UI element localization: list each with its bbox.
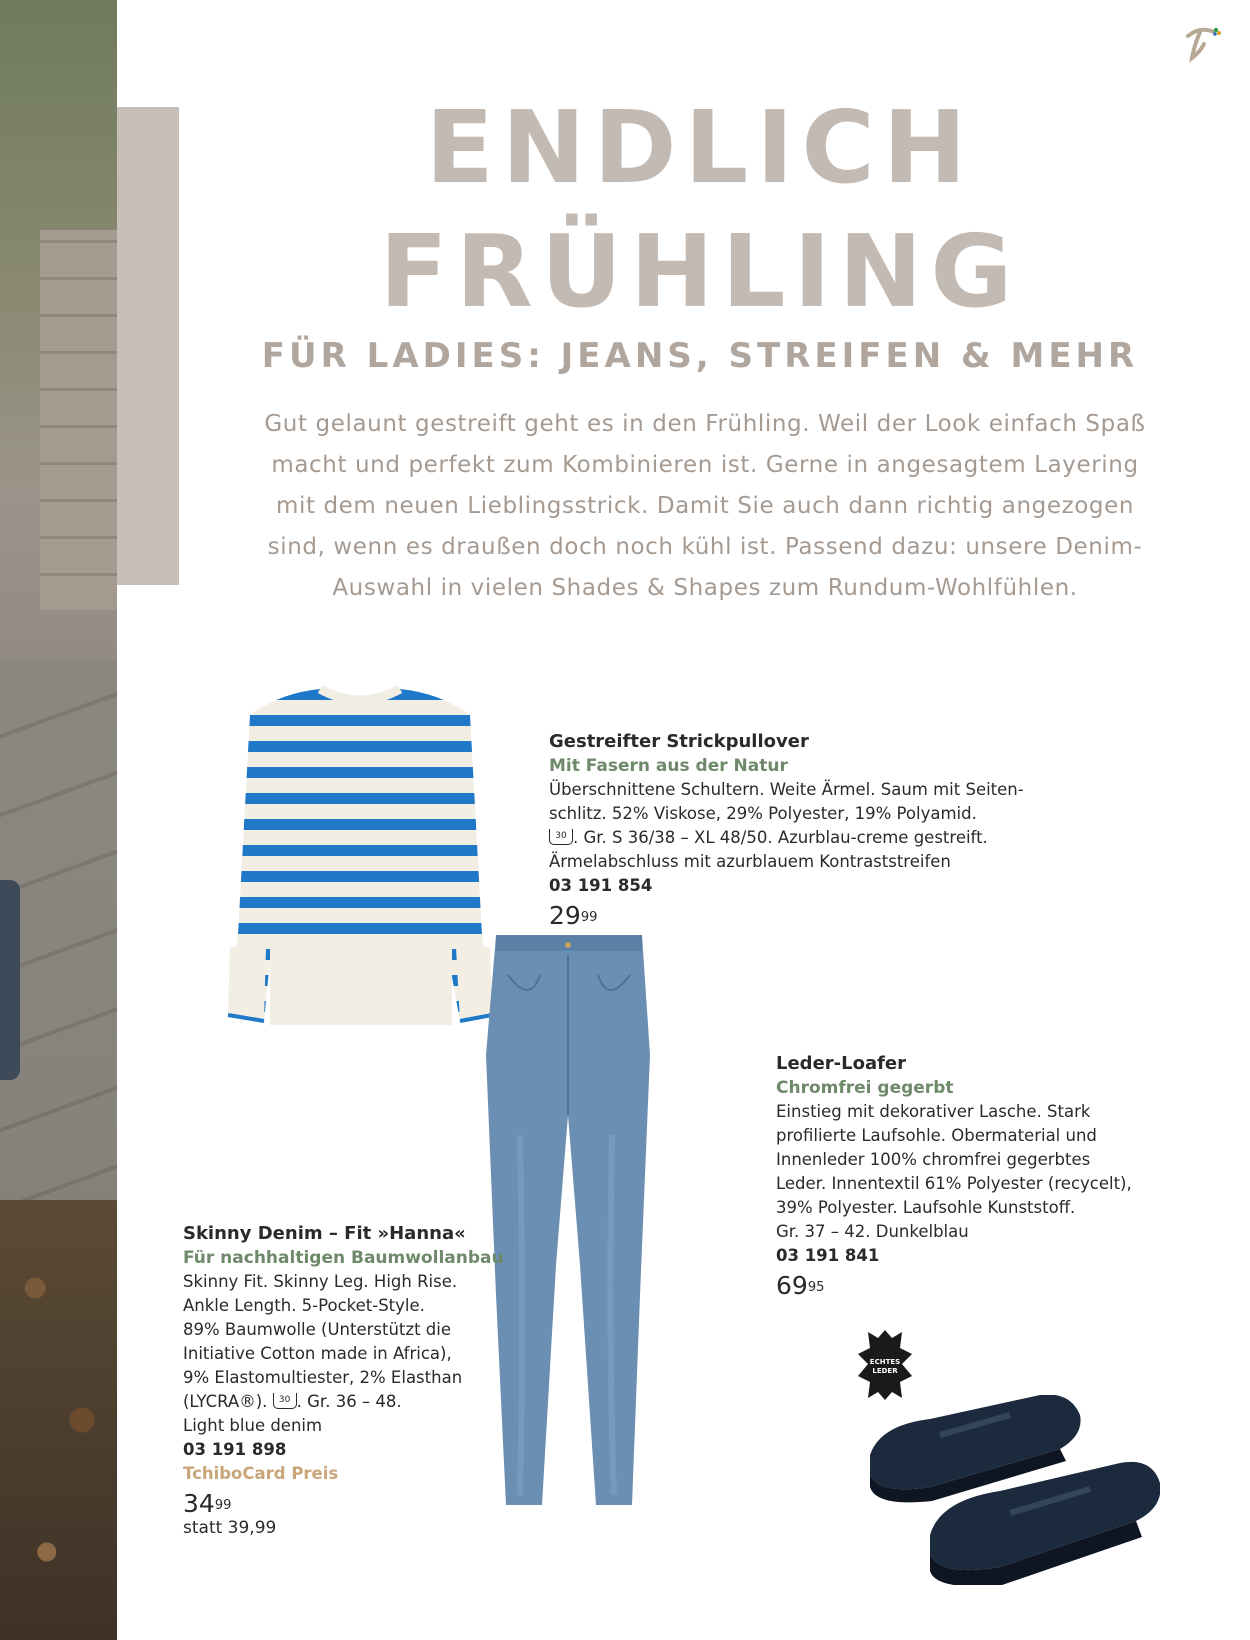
- product-name: Skinny Denim – Fit »Hanna«: [183, 1223, 466, 1244]
- stone-wall: [40, 230, 117, 610]
- product-desc-line: [549, 826, 1049, 850]
- product-desc-line: Überschnittene Schultern. Weite Ärmel. Saum mit Seiten-: [549, 780, 1024, 799]
- size-info: . Gr. S 36/38 – XL 48/50. Azurblau-creme gestreift.: [573, 828, 988, 847]
- price-main: 34: [183, 1489, 215, 1518]
- lycra-text: (LYCRA®).: [183, 1392, 273, 1411]
- price-cents: 95: [807, 1280, 825, 1295]
- product-desc-line: Gr. 37 – 42. Dunkelblau: [776, 1222, 969, 1241]
- product-desc-line: Einstieg mit dekorativer Lasche. Stark: [776, 1102, 1091, 1121]
- wash-30-icon: 30: [273, 1393, 297, 1409]
- lifestyle-photo: [0, 0, 117, 1640]
- intro-line: mit dem neuen Lieblingsstrick. Damit Sie auch dann richtig angezogen: [275, 493, 1135, 519]
- intro-line: macht und perfekt zum Kombinieren ist. Gerne in angesagtem Layering: [271, 452, 1139, 478]
- product-desc-line: Initiative Cotton made in Africa),: [183, 1344, 452, 1363]
- product-desc-line: Ärmelabschluss mit azurblauem Kontraststreifen: [549, 852, 951, 871]
- product-desc-line: 89% Baumwolle (Unterstützt die: [183, 1320, 451, 1339]
- intro-line: sind, wenn es draußen doch noch kühl ist. Passend dazu: unsere Denim-: [267, 534, 1143, 560]
- product-desc-line: Leder. Innentextil 61% Polyester (recycelt),: [776, 1174, 1132, 1193]
- price-cents: 99: [580, 910, 598, 925]
- old-price: statt 39,99: [183, 1518, 277, 1538]
- product-desc-line: Skinny Fit. Skinny Leg. High Rise.: [183, 1272, 458, 1291]
- product-desc-line: Light blue denim: [183, 1416, 323, 1435]
- product-desc-line: schlitz. 52% Viskose, 29% Polyester, 19% Polyamid.: [549, 804, 977, 823]
- tchibocard-label: TchiboCard Preis: [183, 1464, 339, 1483]
- coat-edge: [0, 880, 20, 1080]
- price-main: 29: [549, 901, 581, 930]
- striped-sweater-image: [220, 685, 500, 1045]
- product-desc-line: Ankle Length. 5-Pocket-Style.: [183, 1296, 425, 1315]
- price: [776, 1271, 1196, 1300]
- wash-30-icon: 30: [549, 829, 573, 845]
- headline-line1: ENDLICH: [425, 89, 975, 206]
- product-name: Leder-Loafer: [776, 1053, 907, 1074]
- size-info: . Gr. 36 – 48.: [296, 1392, 402, 1411]
- product-tagline: Für nachhaltigen Baumwollanbau: [183, 1248, 504, 1268]
- product-desc-line: [183, 1390, 523, 1414]
- autumn-leaves: [0, 1200, 117, 1640]
- genuine-leather-badge-icon: [858, 1330, 912, 1400]
- badge-text-line1: ECHTES: [869, 1358, 901, 1366]
- intro-line: Auswahl in vielen Shades & Shapes zum Rundum-Wohlfühlen.: [332, 575, 1078, 601]
- product-tagline: Chromfrei gegerbt: [776, 1078, 954, 1098]
- leather-loafers-image: [870, 1395, 1160, 1585]
- subheadline: FÜR LADIES: JEANS, STREIFEN & MEHR: [261, 336, 1139, 376]
- product-desc-line: profilierte Laufsohle. Obermaterial und: [776, 1126, 1097, 1145]
- pullover-info: [549, 730, 1049, 928]
- price: [549, 901, 1049, 930]
- denim-info: [183, 1222, 523, 1540]
- intro-line: Gut gelaunt gestreift geht es in den Frühling. Weil der Look einfach Spaß: [264, 411, 1146, 437]
- price: [183, 1489, 523, 1518]
- product-desc-line: 39% Polyester. Laufsohle Kunststoff.: [776, 1198, 1076, 1217]
- headline-line2: FRÜHLING: [379, 213, 1021, 330]
- badge-text-line2: LEDER: [872, 1367, 898, 1375]
- article-number: 03 191 898: [183, 1440, 287, 1459]
- price-cents: 99: [214, 1498, 232, 1513]
- intro-text: [240, 404, 1170, 609]
- article-number: 03 191 854: [549, 876, 653, 895]
- loafer-info: [776, 1052, 1196, 1298]
- product-desc-line: 9% Elastomultiester, 2% Elasthan: [183, 1368, 463, 1387]
- product-desc-line: Innenleder 100% chromfrei gegerbtes: [776, 1150, 1091, 1169]
- product-tagline: Mit Fasern aus der Natur: [549, 756, 788, 776]
- price-main: 69: [776, 1271, 808, 1300]
- product-name: Gestreifter Strickpullover: [549, 731, 809, 752]
- decorative-bar: [117, 107, 179, 585]
- article-number: 03 191 841: [776, 1246, 880, 1265]
- tchibo-logo-icon: [1180, 22, 1222, 64]
